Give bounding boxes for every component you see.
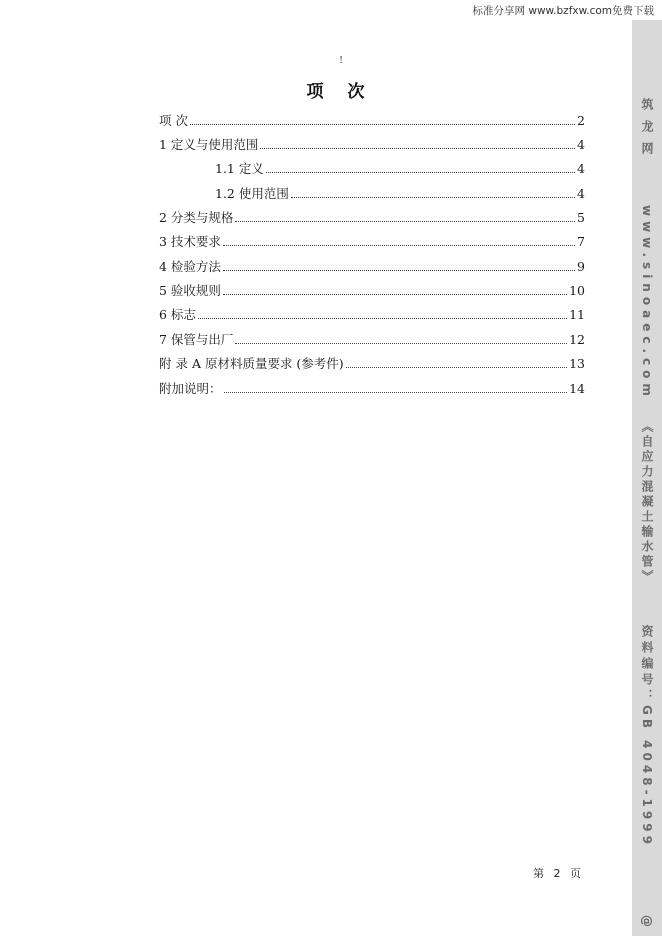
toc-entry-label: 项 次 [159, 113, 188, 128]
toc-entry-label: 3 技术要求 [159, 234, 221, 249]
toc-entry-page: 5 [577, 210, 585, 225]
toc-entry-label: 5 验收规则 [159, 283, 221, 298]
side-bottom-mark: @ [640, 915, 654, 927]
toc-entry-page: 13 [569, 356, 585, 371]
toc-entry-label: 1.1 定义 [215, 161, 264, 176]
toc-entry [159, 209, 585, 227]
toc-dot-leader [223, 244, 575, 246]
toc-entry [159, 112, 585, 130]
side-document-code: 资料编号：GB 4048-1999 [640, 625, 654, 848]
toc-dot-leader [223, 293, 567, 295]
toc-entry [159, 136, 585, 154]
toc-entry [159, 258, 585, 276]
toc-dot-leader [291, 196, 575, 198]
toc-entry-page: 10 [569, 283, 585, 298]
side-document-title: 《自应力混凝土输水管》 [640, 420, 654, 585]
toc-dot-leader [235, 220, 575, 222]
toc-dot-leader [190, 123, 575, 125]
toc-entry [215, 185, 585, 203]
side-url: www.sinoaec.com [640, 205, 654, 401]
toc-entry [159, 331, 585, 349]
side-site-name: 筑龙网 [640, 98, 654, 164]
toc-entry-page: 2 [577, 113, 585, 128]
toc-entry [215, 160, 585, 178]
toc-entry-page: 4 [577, 161, 585, 176]
toc-dot-leader [223, 269, 575, 271]
toc-entry-label: 附 录 A 原材料质量要求 (参考件) [159, 356, 344, 371]
toc-entry-label: 6 标志 [159, 307, 196, 322]
toc-entry-label: 4 检验方法 [159, 259, 221, 274]
site-header-text: 标准分享网 www.bzfxw.com免费下载 [472, 5, 654, 17]
toc-dot-leader [346, 366, 567, 368]
toc-entry-label: 1 定义与使用范围 [159, 137, 259, 152]
page-title: 项 次 [306, 82, 374, 102]
toc-entry-label: 2 分类与规格 [159, 210, 234, 225]
toc-entry-page: 7 [577, 234, 585, 249]
side-watermark-strip [632, 20, 662, 936]
toc-dot-leader [260, 147, 575, 149]
page-mark: ! [339, 56, 343, 66]
toc-dot-leader [266, 171, 575, 173]
toc-dot-leader [235, 342, 567, 344]
toc-entry [159, 380, 585, 398]
toc-dot-leader [198, 317, 567, 319]
toc-entry [159, 306, 585, 324]
toc-entry-label: 附加说明： [159, 381, 222, 396]
toc-entry-page: 14 [569, 381, 585, 396]
toc-entry-page: 9 [577, 259, 585, 274]
toc-entry-label: 7 保管与出厂 [159, 332, 234, 347]
toc-entry-page: 4 [577, 186, 585, 201]
toc-entry [159, 282, 585, 300]
page-number: 第 2 页 [533, 867, 584, 880]
toc-entry-page: 12 [569, 332, 585, 347]
toc-entry-page: 11 [569, 307, 585, 322]
toc-entry-page: 4 [577, 137, 585, 152]
toc-entry [159, 355, 585, 373]
toc-entry-label: 1.2 使用范围 [215, 186, 289, 201]
toc-dot-leader [224, 391, 568, 393]
toc-entry [159, 233, 585, 251]
